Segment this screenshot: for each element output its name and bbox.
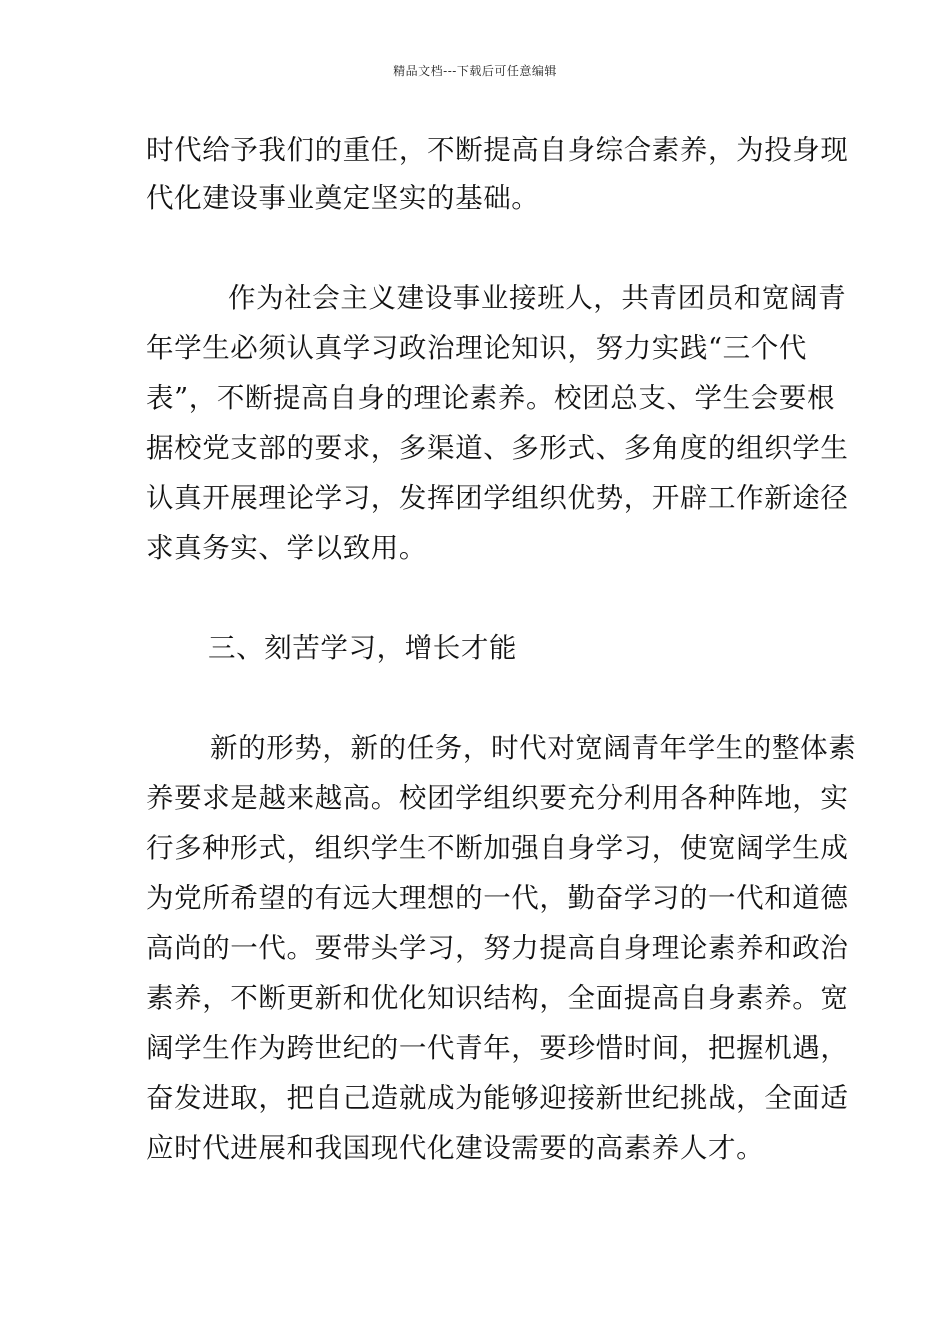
paragraph-line: 年学生必须认真学习政治理论知识，努力实践“三个代 [146,332,807,364]
paragraph-line: 据校党支部的要求，多渠道、多形式、多角度的组织学生 [146,432,849,464]
paragraph-line: 行多种形式，组织学生不断加强自身学习，使宽阔学生成 [146,832,849,864]
paragraph-line: 素养，不断更新和优化知识结构，全面提高自身素养。宽 [146,982,849,1014]
paragraph-line: 认真开展理论学习，发挥团学组织优势，开辟工作新途径 [146,482,849,514]
paragraph-line: 时代给予我们的重任，不断提高自身综合素养，为投身现 [146,134,849,166]
paragraph-line: 新的形势，新的任务，时代对宽阔青年学生的整体素 [210,732,857,764]
paragraph-line: 应时代进展和我国现代化建设需要的高素养人才。 [146,1132,765,1164]
paragraph-line: 求真务实、学以致用。 [146,532,427,564]
paragraph-line: 高尚的一代。要带头学习，努力提高自身理论素养和政治 [146,932,849,964]
paragraph-line: 为党所希望的有远大理想的一代，勤奋学习的一代和道德 [146,882,849,914]
paragraph-line: 作为社会主义建设事业接班人，共青团员和宽阔青 [228,282,847,314]
paragraph-line: 代化建设事业奠定坚实的基础。 [146,182,540,214]
page-header: 精品文档---下载后可任意编辑 [393,64,557,78]
paragraph-line: 阔学生作为跨世纪的一代青年，要珍惜时间，把握机遇， [146,1032,849,1064]
paragraph-line: 表”，不断提高自身的理论素养。校团总支、学生会要根 [146,382,836,414]
paragraph-line: 奋发进取，把自己造就成为能够迎接新世纪挑战，全面适 [146,1082,849,1114]
section-heading: 三、刻苦学习，增长才能 [208,632,518,664]
paragraph-line: 养要求是越来越高。校团学组织要充分利用各种阵地，实 [146,782,849,814]
